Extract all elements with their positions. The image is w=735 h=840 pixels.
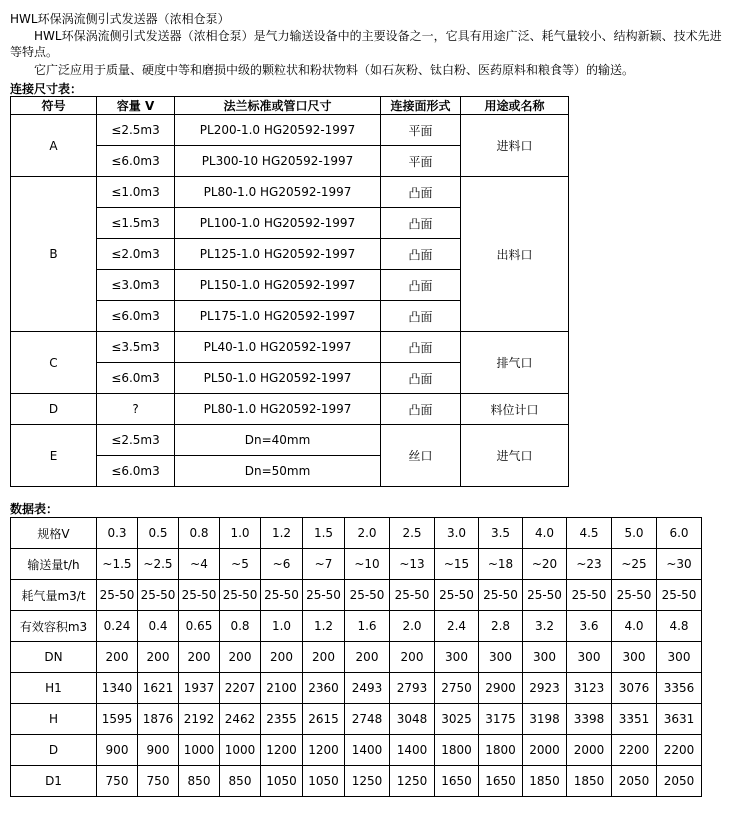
value-cell: 0.65 — [179, 611, 220, 642]
value-cell: 1250 — [345, 766, 390, 797]
connection-face-cell: 凸面 — [381, 208, 461, 239]
value-cell: 1850 — [523, 766, 567, 797]
value-cell: 3.0 — [435, 518, 479, 549]
value-cell: 2192 — [179, 704, 220, 735]
value-cell: 25-50 — [261, 580, 303, 611]
value-cell: 25-50 — [179, 580, 220, 611]
value-cell: ~13 — [390, 549, 435, 580]
value-cell: 3076 — [612, 673, 657, 704]
value-cell: 1.2 — [303, 611, 345, 642]
value-cell: 0.3 — [97, 518, 138, 549]
value-cell: 1800 — [479, 735, 523, 766]
value-cell: 6.0 — [657, 518, 702, 549]
data-table-row — [11, 704, 702, 735]
value-cell: 0.8 — [179, 518, 220, 549]
value-cell: 200 — [390, 642, 435, 673]
value-cell: 25-50 — [567, 580, 612, 611]
connection-face-cell: 平面 — [381, 146, 461, 177]
value-cell: 25-50 — [138, 580, 179, 611]
value-cell: 200 — [345, 642, 390, 673]
value-cell: 300 — [523, 642, 567, 673]
capacity-cell: ≤3.0m3 — [97, 270, 175, 301]
value-cell: 3.2 — [523, 611, 567, 642]
value-cell: 0.8 — [220, 611, 261, 642]
value-cell: 200 — [97, 642, 138, 673]
flange-standard-cell: PL200-1.0 HG20592-1997 — [175, 115, 381, 146]
flange-standard-cell: PL125-1.0 HG20592-1997 — [175, 239, 381, 270]
value-cell: 1050 — [261, 766, 303, 797]
value-cell: 200 — [303, 642, 345, 673]
value-cell: 0.24 — [97, 611, 138, 642]
value-cell: ~5 — [220, 549, 261, 580]
value-cell: 5.0 — [612, 518, 657, 549]
value-cell: 2000 — [523, 735, 567, 766]
value-cell: ~4 — [179, 549, 220, 580]
connection-table-header-cell: 符号 — [11, 97, 97, 115]
value-cell: 2.0 — [390, 611, 435, 642]
data-table-row — [11, 611, 702, 642]
value-cell: 2207 — [220, 673, 261, 704]
row-label-cell: D — [11, 735, 97, 766]
capacity-cell: ≤6.0m3 — [97, 146, 175, 177]
capacity-cell: ≤1.0m3 — [97, 177, 175, 208]
value-cell: 1876 — [138, 704, 179, 735]
row-label-cell: H — [11, 704, 97, 735]
connection-table-row — [11, 115, 569, 146]
connection-table-row — [11, 394, 569, 425]
value-cell: 2360 — [303, 673, 345, 704]
capacity-cell: ≤2.5m3 — [97, 425, 175, 456]
value-cell: 3.6 — [567, 611, 612, 642]
connection-table-heading: 连接尺寸表： — [10, 82, 83, 96]
data-table-heading: 数据表： — [10, 502, 59, 516]
row-label-cell: H1 — [11, 673, 97, 704]
value-cell: ~20 — [523, 549, 567, 580]
value-cell: 25-50 — [657, 580, 702, 611]
value-cell: 0.5 — [138, 518, 179, 549]
value-cell: 750 — [97, 766, 138, 797]
value-cell: 850 — [220, 766, 261, 797]
value-cell: 1850 — [567, 766, 612, 797]
value-cell: ~25 — [612, 549, 657, 580]
row-label-cell: DN — [11, 642, 97, 673]
row-label-cell: 规格V — [11, 518, 97, 549]
connection-face-cell: 凸面 — [381, 332, 461, 363]
connection-face-cell: 凸面 — [381, 394, 461, 425]
capacity-cell: ≤6.0m3 — [97, 363, 175, 394]
value-cell: 300 — [612, 642, 657, 673]
value-cell: 1400 — [345, 735, 390, 766]
data-table-row — [11, 735, 702, 766]
value-cell: 3.5 — [479, 518, 523, 549]
value-cell: 3631 — [657, 704, 702, 735]
value-cell: 4.0 — [523, 518, 567, 549]
value-cell: 1.2 — [261, 518, 303, 549]
value-cell: 200 — [220, 642, 261, 673]
flange-standard-cell: PL300-10 HG20592-1997 — [175, 146, 381, 177]
value-cell: 3356 — [657, 673, 702, 704]
connection-face-cell: 凸面 — [381, 177, 461, 208]
value-cell: 200 — [261, 642, 303, 673]
connection-table-row — [11, 177, 569, 208]
value-cell: 25-50 — [345, 580, 390, 611]
value-cell: 2200 — [612, 735, 657, 766]
capacity-cell: ≤2.5m3 — [97, 115, 175, 146]
use-name-cell: 出料口 — [461, 177, 569, 332]
value-cell: 1200 — [303, 735, 345, 766]
data-table-row — [11, 673, 702, 704]
value-cell: 3025 — [435, 704, 479, 735]
value-cell: ~15 — [435, 549, 479, 580]
value-cell: ~30 — [657, 549, 702, 580]
value-cell: 750 — [138, 766, 179, 797]
connection-table-row — [11, 332, 569, 363]
value-cell: 200 — [138, 642, 179, 673]
value-cell: 2.5 — [390, 518, 435, 549]
value-cell: 3175 — [479, 704, 523, 735]
capacity-cell: ≤6.0m3 — [97, 456, 175, 487]
value-cell: 4.0 — [612, 611, 657, 642]
value-cell: 2100 — [261, 673, 303, 704]
value-cell: 2615 — [303, 704, 345, 735]
value-cell: 2493 — [345, 673, 390, 704]
value-cell: 2.8 — [479, 611, 523, 642]
value-cell: 1000 — [220, 735, 261, 766]
flange-standard-cell: PL50-1.0 HG20592-1997 — [175, 363, 381, 394]
flange-standard-cell: PL40-1.0 HG20592-1997 — [175, 332, 381, 363]
connection-table-header-cell: 连接面形式 — [381, 97, 461, 115]
value-cell: 2750 — [435, 673, 479, 704]
flange-standard-cell: PL100-1.0 HG20592-1997 — [175, 208, 381, 239]
value-cell: 1340 — [97, 673, 138, 704]
value-cell: 25-50 — [220, 580, 261, 611]
value-cell: 300 — [435, 642, 479, 673]
flange-standard-cell: Dn=50mm — [175, 456, 381, 487]
value-cell: 2462 — [220, 704, 261, 735]
value-cell: 300 — [657, 642, 702, 673]
symbol-cell: B — [11, 177, 97, 332]
symbol-cell: A — [11, 115, 97, 177]
value-cell: 900 — [97, 735, 138, 766]
use-name-cell: 排气口 — [461, 332, 569, 394]
value-cell: ~10 — [345, 549, 390, 580]
row-label-cell: 有效容积m3 — [11, 611, 97, 642]
capacity-cell: ? — [97, 394, 175, 425]
value-cell: 1.6 — [345, 611, 390, 642]
value-cell: 25-50 — [612, 580, 657, 611]
value-cell: 900 — [138, 735, 179, 766]
value-cell: 1621 — [138, 673, 179, 704]
value-cell: 1.5 — [303, 518, 345, 549]
flange-standard-cell: PL80-1.0 HG20592-1997 — [175, 177, 381, 208]
connection-table-header-cell: 法兰标准或管口尺寸 — [175, 97, 381, 115]
value-cell: 2050 — [657, 766, 702, 797]
connection-table-header-row — [11, 97, 569, 115]
value-cell: 1650 — [435, 766, 479, 797]
value-cell: 1250 — [390, 766, 435, 797]
value-cell: 1050 — [303, 766, 345, 797]
value-cell: 1000 — [179, 735, 220, 766]
capacity-cell: ≤3.5m3 — [97, 332, 175, 363]
application-paragraph: 它广泛应用于质量、硬度中等和磨损中级的颗粒状和粉状物料（如石灰粉、钛白粉、医药原料和粮食等）的输送。 — [34, 63, 635, 77]
symbol-cell: D — [11, 394, 97, 425]
connection-face-cell: 平面 — [381, 115, 461, 146]
value-cell: 300 — [479, 642, 523, 673]
data-table-row — [11, 518, 702, 549]
value-cell: 2355 — [261, 704, 303, 735]
value-cell: ~2.5 — [138, 549, 179, 580]
value-cell: 2.0 — [345, 518, 390, 549]
row-label-cell: 耗气量m3/t — [11, 580, 97, 611]
use-name-cell: 进气口 — [461, 425, 569, 487]
value-cell: 1650 — [479, 766, 523, 797]
data-table-row — [11, 642, 702, 673]
value-cell: ~6 — [261, 549, 303, 580]
value-cell: 1937 — [179, 673, 220, 704]
value-cell: ~1.5 — [97, 549, 138, 580]
value-cell: 1595 — [97, 704, 138, 735]
value-cell: 1.0 — [220, 518, 261, 549]
connection-face-cell: 凸面 — [381, 363, 461, 394]
symbol-cell: E — [11, 425, 97, 487]
flange-standard-cell: Dn=40mm — [175, 425, 381, 456]
capacity-cell: ≤2.0m3 — [97, 239, 175, 270]
value-cell: ~18 — [479, 549, 523, 580]
connection-face-cell: 凸面 — [381, 301, 461, 332]
flange-standard-cell: PL150-1.0 HG20592-1997 — [175, 270, 381, 301]
flange-standard-cell: PL80-1.0 HG20592-1997 — [175, 394, 381, 425]
flange-standard-cell: PL175-1.0 HG20592-1997 — [175, 301, 381, 332]
connection-face-cell: 凸面 — [381, 270, 461, 301]
value-cell: 300 — [567, 642, 612, 673]
value-cell: ~23 — [567, 549, 612, 580]
value-cell: 3048 — [390, 704, 435, 735]
value-cell: 1800 — [435, 735, 479, 766]
value-cell: ~7 — [303, 549, 345, 580]
value-cell: 200 — [179, 642, 220, 673]
row-label-cell: D1 — [11, 766, 97, 797]
connection-table-header-cell: 用途或名称 — [461, 97, 569, 115]
value-cell: 25-50 — [523, 580, 567, 611]
connection-size-table — [10, 96, 569, 487]
value-cell: 4.8 — [657, 611, 702, 642]
value-cell: 3123 — [567, 673, 612, 704]
value-cell: 2923 — [523, 673, 567, 704]
value-cell: 2200 — [657, 735, 702, 766]
connection-table-row — [11, 425, 569, 456]
value-cell: 3398 — [567, 704, 612, 735]
value-cell: 25-50 — [435, 580, 479, 611]
value-cell: 1200 — [261, 735, 303, 766]
value-cell: 4.5 — [567, 518, 612, 549]
data-table-row — [11, 549, 702, 580]
value-cell: 25-50 — [479, 580, 523, 611]
value-cell: 2050 — [612, 766, 657, 797]
value-cell: 25-50 — [303, 580, 345, 611]
connection-face-cell: 丝口 — [381, 425, 461, 487]
data-table-row — [11, 766, 702, 797]
connection-table-header-cell: 容量 V — [97, 97, 175, 115]
use-name-cell: 进料口 — [461, 115, 569, 177]
capacity-cell: ≤6.0m3 — [97, 301, 175, 332]
value-cell: 2000 — [567, 735, 612, 766]
row-label-cell: 输送量t/h — [11, 549, 97, 580]
specification-data-table — [10, 517, 702, 797]
value-cell: 1400 — [390, 735, 435, 766]
data-table-row — [11, 580, 702, 611]
value-cell: 3198 — [523, 704, 567, 735]
intro-paragraph: HWL环保涡流侧引式发送器（浓相仓泵）是气力输送设备中的主要设备之一，它具有用途广泛、耗气量较小、结构新颖、技术先进等特点。 — [10, 29, 722, 59]
value-cell: 25-50 — [97, 580, 138, 611]
value-cell: 1.0 — [261, 611, 303, 642]
value-cell: 0.4 — [138, 611, 179, 642]
symbol-cell: C — [11, 332, 97, 394]
value-cell: 850 — [179, 766, 220, 797]
value-cell: 2793 — [390, 673, 435, 704]
value-cell: 25-50 — [390, 580, 435, 611]
connection-face-cell: 凸面 — [381, 239, 461, 270]
value-cell: 2748 — [345, 704, 390, 735]
capacity-cell: ≤1.5m3 — [97, 208, 175, 239]
value-cell: 2.4 — [435, 611, 479, 642]
product-title: HWL环保涡流侧引式发送器（浓相仓泵） — [10, 12, 230, 26]
value-cell: 2900 — [479, 673, 523, 704]
value-cell: 3351 — [612, 704, 657, 735]
use-name-cell: 料位计口 — [461, 394, 569, 425]
